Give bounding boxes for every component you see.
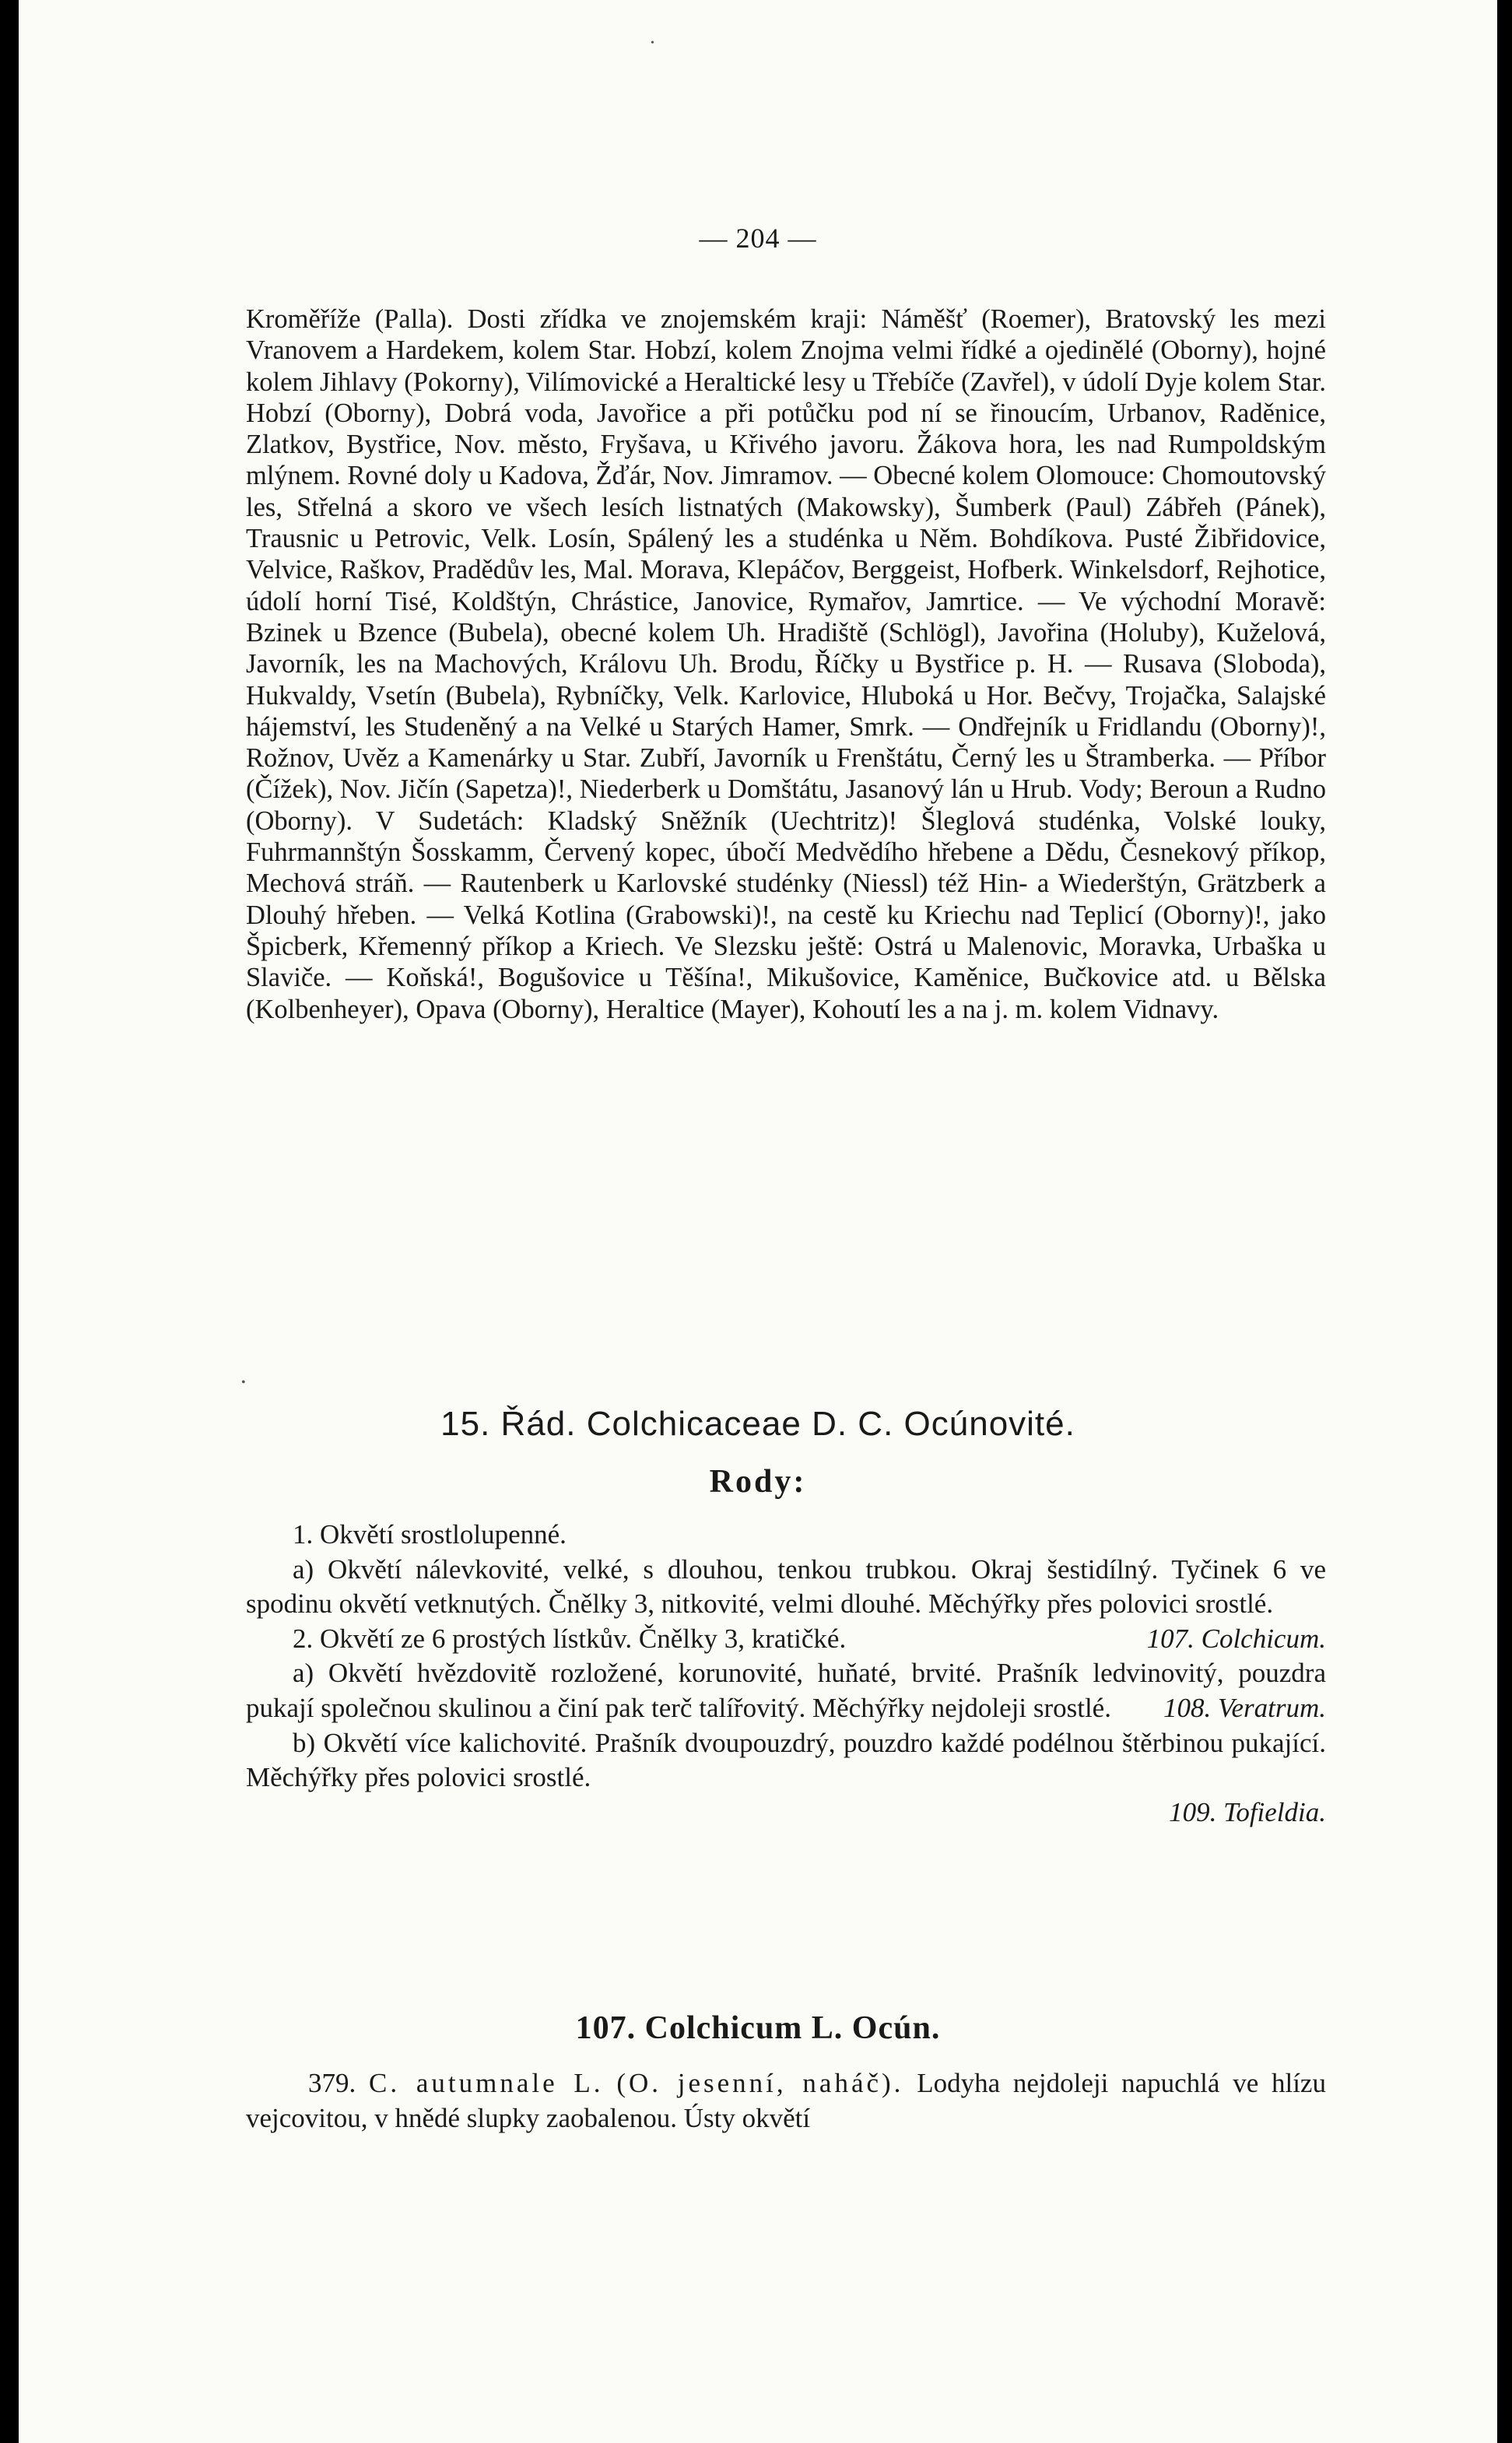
species-description: Lodyha nejdoleji napuchlá ve hlízu vejcovitou, v hnědé slupky zaobalenou. Ústy okvětí <box>246 2068 1326 2133</box>
scan-speck: • <box>651 37 654 49</box>
rody-heading: Rody: <box>709 1464 807 1500</box>
key-item-2a <box>246 1656 1326 1725</box>
identification-key <box>246 1518 1326 1830</box>
genus-heading: 107. Colchicum L. Ocún. <box>575 2010 941 2046</box>
key-item-2b <box>246 1726 1326 1795</box>
scan-speck: • <box>241 1376 246 1389</box>
species-common-name: (O. jesenní, naháč). <box>616 2068 904 2098</box>
key-item-2b-taxon-line <box>246 1795 1326 1830</box>
species-paragraph <box>246 2066 1326 2136</box>
species-entry <box>246 2066 1326 2136</box>
species-name: C. autumnale L. <box>369 2068 604 2098</box>
key-item-2a-text: a) Okvětí hvězdovitě rozložené, korunovité, huňaté, brvité. Prašník ledvinovitý, pouzdra pukají společnou skulinou a činí pak terč talířovitý. Měchýřky nejdoleji srostlé. <box>246 1658 1326 1723</box>
page <box>19 0 1497 2443</box>
key-item-1: 1. Okvětí srostlolupenné. <box>293 1519 567 1550</box>
species-number: 379. <box>308 2068 356 2098</box>
key-item-2a-taxon: 108. Veratrum. <box>1163 1692 1326 1723</box>
family-heading: 15. Řád. Colchicaceae D. C. Ocúnovité. <box>440 1405 1075 1443</box>
key-item-1a-text: a) Okvětí nálevkovité, velké, s dlouhou, tenkou trubkou. Okraj šestidílný. Tyčinek 6 ve spodinu okvětí vetknutých. Čnělky 3, nitkovité, velmi dlouhé. Měchýřky přes polovici srostlé. <box>246 1553 1326 1620</box>
key-item-2b-text: b) Okvětí více kalichovité. Prašník dvoupouzdrý, pouzdro každé podélnou štěrbinou pukající. Měchýřky přes polovici srostlé. <box>246 1727 1326 1793</box>
key-item-1a-taxon: 107. Colchicum. <box>1146 1623 1326 1654</box>
key-item-2b-taxon: 109. Tofieldia. <box>1169 1796 1326 1827</box>
key-item-2: 2. Okvětí ze 6 prostých lístkův. Čnělky 3, kratičké. <box>293 1623 847 1654</box>
page-number: — 204 — <box>699 223 817 254</box>
distribution-paragraph-block <box>246 304 1326 1025</box>
distribution-paragraph: Kroměříže (Palla). Dosti zřídka ve znojemském kraji: Náměšť (Roemer), Bratovský les mezi Vranovem a Hardekem, kolem Star. Hobzí, kolem Znojma velmi řídké a ojedinělé (Oborny), hojné kolem Jihlavy (Pokorny), Vilímovické a Heraltické lesy u Třebíče (Zavřel), v údolí Dyje kolem Star. Hobzí (Oborny), Dobrá voda, Javořice a při potůčku pod ní se řinoucím, Urbanov, Raděnice, Zlatkov, Bystřice, Nov. město, Fryšava, u Křivého javoru. Žákova hora, les nad Rumpoldským mlýnem. Rovné doly u Kadova, Žďár, Nov. Jimramov. — Obecné kolem Olomouce: Chomoutovský les, Střelná a skoro ve všech lesích listnatých (Makowsky), Šumberk (Paul) Zábřeh (Pánek), Trausnic u Petrovic, Velk. Losín, Spálený les a studénka u Něm. Bohdíkova. Pusté Žibřidovice, Velvice, Raškov, Pradědův les, Mal. Morava, Klepáčov, Berggeist, Hofberk. Winkelsdorf, Rejhotice, údolí horní Tisé, Koldštýn, Chrástice, Janovice, Rymařov, Jamrtice. — Ve východní Moravě: Bzinek u Bzence (Bubela), obecné kolem Uh. Hradiště (Schlögl), Javořina (Holuby), Kuželová, Javorník, les na Machových, Královu Uh. Brodu, Říčky u Bystřice p. H. — Rusava (Sloboda), Hukvaldy, Vsetín (Bubela), Rybníčky, Velk. Karlovice, Hluboká u Hor. Bečvy, Trojačka, Salajské hájemství, les Studeněný a na Velké u Starých Hamer, Smrk. — Ondřejník u Fridlandu (Oborny)!, Rožnov, Uvěz a Kamenárky u Star. Zubří, Javorník u Frenštátu, Černý les u Štramberka. — Příbor (Čížek), Nov. Jičín (Sapetza)!, Niederberk u Domštátu, Jasanový lán u Hrub. Vody; Beroun a Rudno (Oborny). V Sudetách: Kladský Sněžník (Uechtritz)! Šleglová studénka, Volské louky, Fuhrmannštýn Šosskamm, Červený kopec, úbočí Medvědího hřebene a Dědu, Česnekový příkop, Mechová stráň. — Rautenberk u Karlovské studénky (Niessl) též Hin- a Wiederštýn, Grätzberk a Dlouhý hřeben. — Velká Kotlina (Grabowski)!, na cestě ku Kriechu nad Teplicí (Oborny)!, jako Špicberk, Křemenný příkop a Kriech. Ve Slezsku ještě: Ostrá u Malenovic, Moravka, Urbaška u Slaviče. — Koňská!, Bogušovice u Těšína!, Mikušovice, Kaměnice, Bučkovice atd. u Bělska (Kolbenheyer), Opava (Oborny), Heraltice (Mayer), Kohoutí les a na j. m. kolem Vidnavy. <box>246 304 1326 1024</box>
